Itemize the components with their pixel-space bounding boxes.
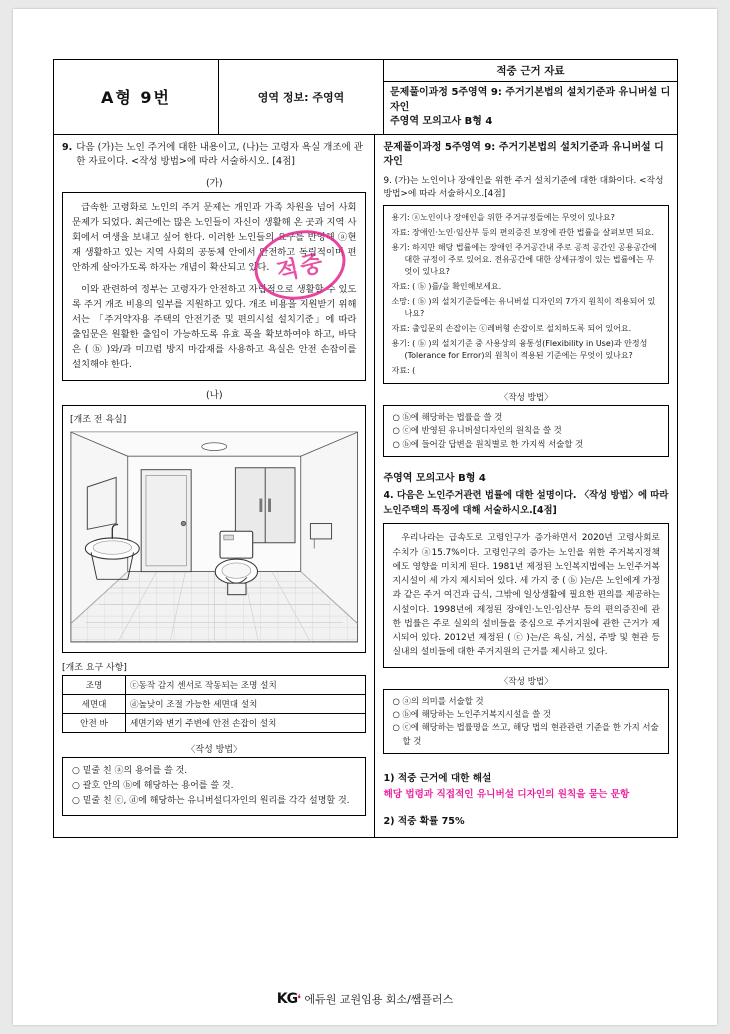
- passage-ga-p1: 급속한 고령화로 노인의 주거 문제는 개인과 가족 차원을 넘어 사회 문제가 되었다. 최근에는 많은 노인들이 자신이 생활해 온 곳과 지역 사회에서 여생을 보내고 싶어 한다. 이러한 노인들의 요구를 반영해 ⓐ현재 생활하고 있는 지역 사회의 공동체 안에서 안전하고 독립적이며 편안하게 살아가도록 하자는 개념이 확산되고 있다.: [72, 202, 357, 274]
- figure-caption: [개조 전 욕실]: [70, 414, 127, 425]
- req-val-2: 세면기와 변기 주변에 안전 손잡이 설치: [126, 713, 366, 732]
- source2-method-item-0: ○ ⓐ의 의미를 서술할 것: [392, 695, 484, 706]
- req-key-1: 세면대: [63, 694, 126, 713]
- stamp-text: 적중: [274, 248, 328, 286]
- method-list: [62, 757, 366, 817]
- worksheet: [53, 59, 678, 838]
- source1-method-item-1: ○ ⓒ에 반영된 유니버설디자인의 원칙을 쓸 것: [392, 425, 562, 436]
- source2-title: 주영역 모의고사 B형 4: [383, 473, 486, 485]
- passage-ga-p2: 이와 관련하여 정부는 고령자가 안전하고 자립적으로 생활할 수 있도록 주거 개조 비용의 일부를 지원하고 있다. 개조 비용을 지원받기 위해서는 「주거약자용 주택의 안전기준 및 편의시설 설치기준」에 따라 출입문은 원활한 출입이 가능하도록 유효 폭을 확보하여야 하고, 바닥은 ( ⓑ )와/과 미끄럼 방지 마감재를 사용하고 욕실은 안전 손잡이를 설치해야 한다.: [72, 284, 357, 371]
- source1-method-item-0: ○ ⓑ에 해당하는 법률을 쓸 것: [392, 411, 503, 422]
- header-table: [53, 59, 678, 135]
- question-header: [62, 141, 366, 170]
- req-key-0: 조명: [63, 675, 126, 694]
- question-text: 다음 (가)는 노인 주거에 대한 내용이고, (나)는 고령자 욕실 개조에 관한 자료이다. <작성 방법>에 따라 서술하시오. [4점]: [76, 141, 363, 167]
- source1-title: 문제풀이과정 5주영역 9: 주거기본법의 설치기준과 유니버설 디자인: [383, 141, 664, 167]
- right-column: [375, 135, 677, 838]
- dialogue-line-0: 용기: ⓐ노인이나 장애인을 위한 주거규정들에는 무엇이 있나요?: [391, 212, 615, 222]
- dialogue-line-5: 자료: 출입문의 손잡이는 ⓒ레버형 손잡이로 설치하도록 되어 있어요.: [391, 323, 632, 333]
- method-item-2: ○ 밑줄 친 ⓒ, ⓓ에 해당하는 유니버설디자인의 원리를 각각 설명할 것.: [72, 796, 350, 807]
- method-title: 〈작성 방법〉: [186, 744, 243, 755]
- table-row: [63, 713, 366, 732]
- source1-method-item-2: ○ ⓑ에 들어갈 답변을 원칙별로 한 가지씩 서술할 것: [392, 438, 584, 449]
- form-label: A형 9번: [54, 60, 219, 135]
- brand-logo: KG: [276, 991, 298, 1007]
- req-key-2: 안전 바: [63, 713, 126, 732]
- figure-box: [62, 405, 366, 653]
- source2-method-item-2: ○ ⓒ에 해당하는 법률명을 쓰고, 해당 법의 현관관련 기준을 한 가지 서술할 것: [392, 722, 659, 746]
- left-column: [54, 135, 375, 838]
- table-row: [63, 675, 366, 694]
- source2-passage: 우리나라는 급속도로 고령인구가 증가하면서 2020년 고령사회로 수치가 ⓐ15.7%이다. 고령인구의 증가는 노인을 위한 주거복지정책에도 영향을 미치게 된다. 1981년 제정된 노인복지법에는 노인주거복지시설이 세 가지 제시되어 있다. 세 가지 중 ( ⓑ )는/은 노인에게 가정과 같은 주거 여건과 급식, 그밖에 일상생활에 필요한 편의를 제공하는 시설이다. 1998년에 제정된 장애인·노인·임산부 등의 편의증진에 관한 법률은 주로 실외의 설비들을 중심으로 주거지원에 관한 근거가 제시되어 있다. 2012년 제정된 ( ⓒ )는/은 욕실, 거실, 주방 및 현관 등 실내의 설비들에 대한 주거지원의 근거를 제시하고 있다.: [392, 533, 660, 658]
- requirements-title: [개조 요구 사항]: [62, 662, 127, 673]
- evidence-cell: [384, 60, 678, 135]
- dialogue-line-4: 소망: ( ⓑ )의 설치기준들에는 유니버설 디자인의 7가지 원칙이 적용되어 있나요?: [391, 296, 656, 318]
- source1-question: 9. (가)는 노인이나 장애인을 위한 주거 설치기준에 대한 대화이다. <작성 방법>에 따라 서술하시오.[4점]: [383, 175, 664, 199]
- content-body: [53, 135, 678, 839]
- question-number: 9.: [62, 141, 73, 153]
- label-ga: (가): [205, 178, 223, 189]
- dialogue-line-3: 자료: ( ⓑ )를/을 확인해보세요.: [391, 281, 502, 291]
- source2-question: 4. 다음은 노인주거관련 법률에 대한 설명이다. 〈작성 방법〉에 따라 노인주택의 특징에 대해 서술하시오.[4점]: [383, 490, 669, 516]
- source1-method-list: [383, 405, 669, 457]
- analysis-heading: 1) 적중 근거에 대한 해설: [383, 773, 492, 785]
- dialogue-line-6: 용기: ( ⓑ )의 설치기준 중 사용상의 융통성(Flexibility in Use)과 안정성(Tolerance for Error)의 원칙이 적용된 기준에는 무엇이 있나요?: [391, 338, 648, 360]
- label-na: (나): [205, 389, 223, 401]
- source2-method-list: [383, 689, 669, 755]
- req-val-0: ⓒ동작 감지 센서로 작동되는 조명 설치: [126, 675, 366, 694]
- evidence-source-2: 주영역 모의고사 B형 4: [390, 116, 493, 127]
- source2-method-title: 〈작성 방법〉: [499, 676, 553, 687]
- source1-method-title: 〈작성 방법〉: [499, 392, 553, 403]
- evidence-source-1: 문제풀이과정 5주영역 9: 주거기본법의 설치기준과 유니버설 디자인: [390, 87, 671, 113]
- footer-text: 에듀원 교원임용 회소/쌤플러스: [304, 993, 454, 1006]
- footer: [13, 991, 717, 1007]
- dialogue-line-2: 용기: 하지만 해당 법률에는 장애인 주거공간내 주로 공적 공간인 공용공간에 대한 규정이 주로 있어요. 전유공간에 대한 상세규정이 있는 법률에는 무엇이 있나요?: [391, 242, 657, 276]
- document-page: [13, 9, 717, 1025]
- method-item-1: ○ 괄호 안의 ⓑ에 해당하는 용어를 쓸 것.: [72, 780, 234, 791]
- dialogue-line-7: 자료: (: [391, 365, 416, 375]
- analysis-text: 해당 법령과 직접적인 유니버설 디자인의 원칙을 묻는 문항: [383, 789, 630, 801]
- evidence-title: 적중 근거 자료: [384, 60, 677, 82]
- req-val-1: ⓓ높낮이 조절 가능한 세면대 설치: [126, 694, 366, 713]
- dialogue-line-1: 자료: 장애인·노인·임산부 등의 편의증진 보장에 관한 법률을 살펴보면 되요.: [391, 227, 654, 237]
- dialogue-box: [383, 205, 669, 384]
- area-label: 영역 정보: 주영역: [219, 60, 384, 135]
- requirements-table: [62, 675, 366, 733]
- source2-method-item-1: ○ ⓑ에 해당하는 노인주거복지시설을 쓸 것: [392, 709, 551, 720]
- table-row: [63, 694, 366, 713]
- probability-heading: 2) 적중 확률 75%: [383, 816, 465, 828]
- brand-dot-icon: ❛: [297, 992, 301, 1006]
- evidence-sources: [384, 82, 677, 134]
- source2-passage-box: [383, 523, 669, 667]
- bathroom-illustration: [70, 428, 358, 646]
- method-item-0: ○ 밑줄 친 ⓐ의 용어를 쓸 것.: [72, 765, 188, 776]
